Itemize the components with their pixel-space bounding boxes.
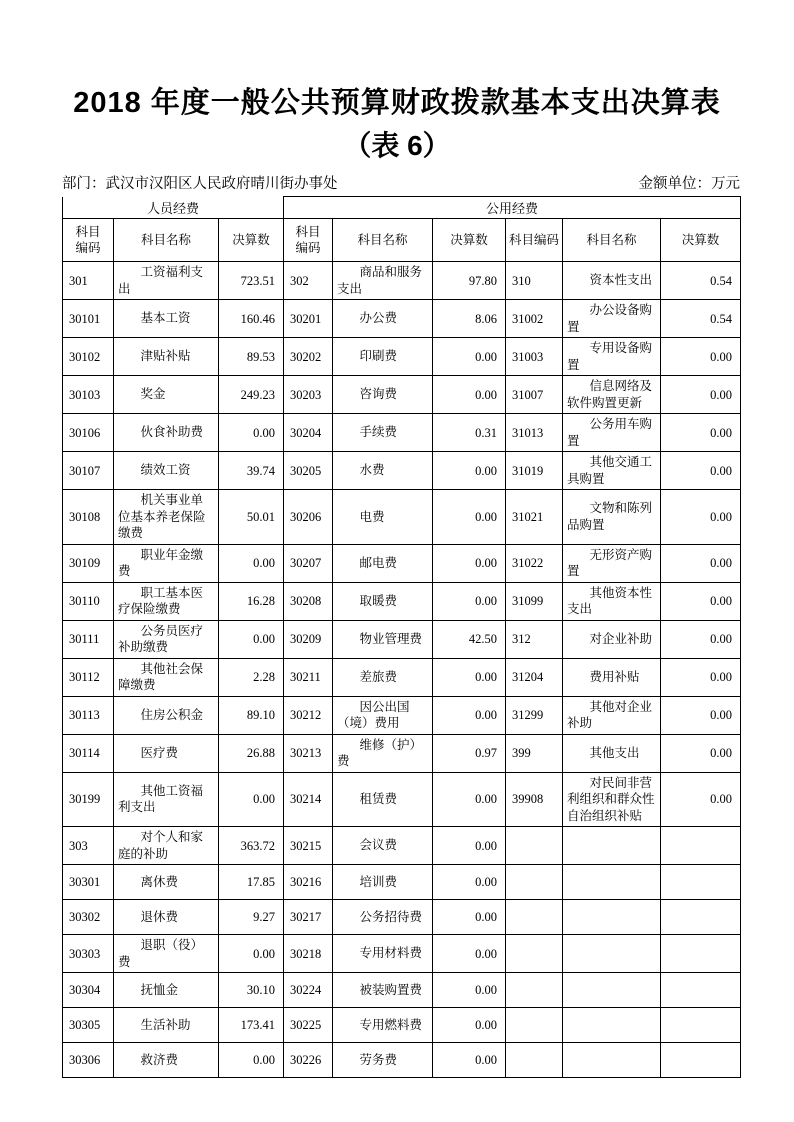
cell-subject-name: 公务用车购置	[563, 414, 661, 452]
cell-subject-value: 2.28	[219, 658, 284, 696]
cell-subject-code: 30205	[284, 452, 333, 490]
table-row	[63, 900, 741, 935]
cell-subject-code: 31019	[506, 452, 563, 490]
cell-subject-code: 302	[284, 262, 333, 300]
cell-subject-value: 0.00	[661, 544, 741, 582]
column-header-subject-code-3: 科目编码	[506, 219, 563, 262]
cell-subject-name: 公务员医疗补助缴费	[114, 620, 219, 658]
cell-subject-value: 9.27	[219, 900, 284, 935]
cell-subject-name: 其他交通工具购置	[563, 452, 661, 490]
cell-subject-code: 30301	[63, 865, 114, 900]
cell-subject-value: 0.00	[433, 582, 506, 620]
cell-subject-name: 其他资本性支出	[563, 582, 661, 620]
cell-subject-code: 30306	[63, 1043, 114, 1078]
table-row	[63, 544, 741, 582]
cell-subject-code	[506, 935, 563, 973]
cell-subject-name: 租赁费	[333, 772, 433, 827]
table-row	[63, 582, 741, 620]
cell-subject-value: 0.00	[661, 658, 741, 696]
cell-subject-name: 文物和陈列品购置	[563, 490, 661, 545]
cell-subject-value: 42.50	[433, 620, 506, 658]
cell-subject-value: 0.54	[661, 262, 741, 300]
cell-subject-value: 0.00	[219, 414, 284, 452]
cell-subject-name: 资本性支出	[563, 262, 661, 300]
cell-subject-code: 30209	[284, 620, 333, 658]
cell-subject-code: 31002	[506, 300, 563, 338]
table-row	[63, 376, 741, 414]
cell-subject-code: 39908	[506, 772, 563, 827]
table-row	[63, 865, 741, 900]
cell-subject-code: 30110	[63, 582, 114, 620]
cell-subject-code: 30216	[284, 865, 333, 900]
cell-subject-value: 0.00	[433, 772, 506, 827]
table-row	[63, 620, 741, 658]
cell-subject-name: 津贴补贴	[114, 338, 219, 376]
cell-subject-value	[661, 827, 741, 865]
document-subtitle: （表 6）	[343, 130, 451, 162]
cell-subject-name: 无形资产购置	[563, 544, 661, 582]
cell-subject-value: 0.00	[661, 490, 741, 545]
cell-subject-name: 电费	[333, 490, 433, 545]
cell-subject-name: 其他工资福利支出	[114, 772, 219, 827]
meta-row	[62, 176, 740, 193]
table-row	[63, 734, 741, 772]
column-header-subject-name-2: 科目名称	[333, 219, 433, 262]
cell-subject-name: 奖金	[114, 376, 219, 414]
cell-subject-code: 31003	[506, 338, 563, 376]
cell-subject-value: 0.54	[661, 300, 741, 338]
cell-subject-value: 0.00	[219, 772, 284, 827]
cell-subject-code: 30212	[284, 696, 333, 734]
cell-subject-value: 0.00	[661, 338, 741, 376]
cell-subject-value: 0.00	[219, 544, 284, 582]
cell-subject-name: 专用燃料费	[333, 1008, 433, 1043]
cell-subject-value: 0.00	[433, 1008, 506, 1043]
cell-subject-value: 0.00	[661, 582, 741, 620]
cell-subject-code: 30305	[63, 1008, 114, 1043]
table-row	[63, 935, 741, 973]
cell-subject-name: 因公出国（境）费用	[333, 696, 433, 734]
cell-subject-value: 30.10	[219, 973, 284, 1008]
cell-subject-name: 办公设备购置	[563, 300, 661, 338]
cell-subject-name: 费用补贴	[563, 658, 661, 696]
cell-subject-value: 0.00	[433, 935, 506, 973]
cell-subject-value: 0.00	[219, 620, 284, 658]
cell-subject-name	[563, 1008, 661, 1043]
cell-subject-value: 0.00	[433, 827, 506, 865]
cell-subject-code: 312	[506, 620, 563, 658]
cell-subject-value	[661, 900, 741, 935]
cell-subject-name: 对民间非营利组织和群众性自治组织补贴	[563, 772, 661, 827]
cell-subject-code: 31007	[506, 376, 563, 414]
cell-subject-value: 0.00	[661, 696, 741, 734]
table-row	[63, 414, 741, 452]
cell-subject-value: 0.00	[433, 696, 506, 734]
cell-subject-value: 0.00	[219, 1043, 284, 1078]
cell-subject-name: 绩效工资	[114, 452, 219, 490]
cell-subject-name: 劳务费	[333, 1043, 433, 1078]
cell-subject-name: 水费	[333, 452, 433, 490]
cell-subject-value: 363.72	[219, 827, 284, 865]
column-header-subject-code-2: 科目编码	[284, 219, 333, 262]
cell-subject-name: 伙食补助费	[114, 414, 219, 452]
cell-subject-value: 0.00	[661, 414, 741, 452]
cell-subject-code: 30102	[63, 338, 114, 376]
cell-subject-value: 0.00	[433, 973, 506, 1008]
cell-subject-code: 30112	[63, 658, 114, 696]
cell-subject-code	[506, 827, 563, 865]
table-row	[63, 827, 741, 865]
cell-subject-code: 301	[63, 262, 114, 300]
cell-subject-name: 救济费	[114, 1043, 219, 1078]
cell-subject-code: 399	[506, 734, 563, 772]
column-header-subject-name-1: 科目名称	[114, 219, 219, 262]
cell-subject-code: 31299	[506, 696, 563, 734]
cell-subject-name	[563, 935, 661, 973]
cell-subject-name: 公务招待费	[333, 900, 433, 935]
cell-subject-code: 30224	[284, 973, 333, 1008]
cell-subject-value: 0.00	[433, 490, 506, 545]
cell-subject-code: 30203	[284, 376, 333, 414]
cell-subject-value: 0.31	[433, 414, 506, 452]
cell-subject-code: 30213	[284, 734, 333, 772]
cell-subject-value: 8.06	[433, 300, 506, 338]
cell-subject-name: 差旅费	[333, 658, 433, 696]
cell-subject-code: 30204	[284, 414, 333, 452]
table-row	[63, 772, 741, 827]
cell-subject-code: 31022	[506, 544, 563, 582]
cell-subject-code: 30206	[284, 490, 333, 545]
cell-subject-code: 30304	[63, 973, 114, 1008]
column-header-subject-code-1: 科目编码	[63, 219, 114, 262]
cell-subject-name: 取暖费	[333, 582, 433, 620]
cell-subject-name: 退职（役）费	[114, 935, 219, 973]
cell-subject-value	[661, 1043, 741, 1078]
cell-subject-value: 0.00	[433, 900, 506, 935]
cell-subject-code: 30202	[284, 338, 333, 376]
group-header-row	[63, 197, 741, 219]
cell-subject-name: 咨询费	[333, 376, 433, 414]
cell-subject-name: 其他对企业补助	[563, 696, 661, 734]
cell-subject-name: 办公费	[333, 300, 433, 338]
cell-subject-code: 30214	[284, 772, 333, 827]
cell-subject-code	[506, 900, 563, 935]
cell-subject-value: 0.00	[433, 1043, 506, 1078]
cell-subject-name: 对个人和家庭的补助	[114, 827, 219, 865]
cell-subject-value: 0.00	[433, 452, 506, 490]
cell-subject-value: 0.00	[433, 658, 506, 696]
cell-subject-value: 0.00	[433, 865, 506, 900]
table-row	[63, 696, 741, 734]
table-body	[63, 262, 741, 1078]
cell-subject-code	[506, 1008, 563, 1043]
cell-subject-name: 印刷费	[333, 338, 433, 376]
cell-subject-name: 生活补助	[114, 1008, 219, 1043]
cell-subject-name: 工资福利支出	[114, 262, 219, 300]
cell-subject-code: 30101	[63, 300, 114, 338]
cell-subject-code: 31099	[506, 582, 563, 620]
cell-subject-value: 16.28	[219, 582, 284, 620]
column-header-final-amount-1: 决算数	[219, 219, 284, 262]
cell-subject-value: 0.00	[661, 452, 741, 490]
cell-subject-value: 723.51	[219, 262, 284, 300]
cell-subject-name	[563, 1043, 661, 1078]
cell-subject-name	[563, 900, 661, 935]
cell-subject-name: 专用设备购置	[563, 338, 661, 376]
cell-subject-code: 30217	[284, 900, 333, 935]
cell-subject-code: 30199	[63, 772, 114, 827]
cell-subject-value: 97.80	[433, 262, 506, 300]
cell-subject-code: 310	[506, 262, 563, 300]
cell-subject-code	[506, 1043, 563, 1078]
cell-subject-code: 30215	[284, 827, 333, 865]
cell-subject-code: 30108	[63, 490, 114, 545]
cell-subject-value: 0.00	[661, 620, 741, 658]
table-row	[63, 658, 741, 696]
column-header-final-amount-3: 决算数	[661, 219, 741, 262]
cell-subject-value	[661, 865, 741, 900]
cell-subject-code: 30114	[63, 734, 114, 772]
cell-subject-name: 职工基本医疗保险缴费	[114, 582, 219, 620]
cell-subject-value	[661, 935, 741, 973]
cell-subject-name: 职业年金缴费	[114, 544, 219, 582]
table-row	[63, 1008, 741, 1043]
cell-subject-value: 249.23	[219, 376, 284, 414]
document-title: 2018 年度一般公共预算财政拨款基本支出决算表	[73, 87, 721, 119]
cell-subject-name: 信息网络及软件购置更新	[563, 376, 661, 414]
cell-subject-value: 0.00	[661, 376, 741, 414]
cell-subject-code: 30208	[284, 582, 333, 620]
table-row	[63, 490, 741, 545]
column-header-subject-name-3: 科目名称	[563, 219, 661, 262]
table-row	[63, 300, 741, 338]
table-row	[63, 262, 741, 300]
table-row	[63, 1043, 741, 1078]
cell-subject-name: 机关事业单位基本养老保险缴费	[114, 490, 219, 545]
cell-subject-code	[506, 973, 563, 1008]
cell-subject-code: 30302	[63, 900, 114, 935]
cell-subject-code: 30106	[63, 414, 114, 452]
table-row	[63, 452, 741, 490]
cell-subject-code: 31021	[506, 490, 563, 545]
cell-subject-code: 30201	[284, 300, 333, 338]
cell-subject-name: 医疗费	[114, 734, 219, 772]
cell-subject-name: 抚恤金	[114, 973, 219, 1008]
cell-subject-value: 0.00	[433, 544, 506, 582]
cell-subject-name: 商品和服务支出	[333, 262, 433, 300]
cell-subject-value: 173.41	[219, 1008, 284, 1043]
cell-subject-value: 17.85	[219, 865, 284, 900]
cell-subject-value: 0.00	[219, 935, 284, 973]
cell-subject-name: 其他支出	[563, 734, 661, 772]
cell-subject-code: 30225	[284, 1008, 333, 1043]
cell-subject-name: 会议费	[333, 827, 433, 865]
budget-table	[62, 196, 741, 1078]
cell-subject-name: 退休费	[114, 900, 219, 935]
cell-subject-code: 30303	[63, 935, 114, 973]
cell-subject-code: 30218	[284, 935, 333, 973]
group-header-public-funds: 公用经费	[284, 197, 741, 219]
department-label: 部门：武汉市汉阳区人民政府晴川街办事处	[62, 175, 338, 192]
cell-subject-code: 31013	[506, 414, 563, 452]
cell-subject-name: 邮电费	[333, 544, 433, 582]
cell-subject-code: 30111	[63, 620, 114, 658]
cell-subject-value: 39.74	[219, 452, 284, 490]
cell-subject-value: 0.97	[433, 734, 506, 772]
cell-subject-name: 手续费	[333, 414, 433, 452]
cell-subject-name: 维修（护）费	[333, 734, 433, 772]
cell-subject-code: 30107	[63, 452, 114, 490]
cell-subject-value: 0.00	[661, 772, 741, 827]
cell-subject-value	[661, 973, 741, 1008]
cell-subject-name: 其他社会保障缴费	[114, 658, 219, 696]
column-header-row	[63, 219, 741, 262]
cell-subject-code: 30207	[284, 544, 333, 582]
cell-subject-code: 303	[63, 827, 114, 865]
cell-subject-code: 30103	[63, 376, 114, 414]
cell-subject-code: 31204	[506, 658, 563, 696]
cell-subject-value: 89.53	[219, 338, 284, 376]
cell-subject-name: 物业管理费	[333, 620, 433, 658]
cell-subject-name	[563, 865, 661, 900]
cell-subject-value: 0.00	[433, 376, 506, 414]
cell-subject-name: 住房公积金	[114, 696, 219, 734]
cell-subject-code: 30109	[63, 544, 114, 582]
cell-subject-value: 0.00	[433, 338, 506, 376]
column-header-final-amount-2: 决算数	[433, 219, 506, 262]
cell-subject-code: 30211	[284, 658, 333, 696]
cell-subject-name: 专用材料费	[333, 935, 433, 973]
cell-subject-value: 50.01	[219, 490, 284, 545]
cell-subject-name	[563, 973, 661, 1008]
cell-subject-name: 培训费	[333, 865, 433, 900]
cell-subject-name: 基本工资	[114, 300, 219, 338]
cell-subject-value: 0.00	[661, 734, 741, 772]
cell-subject-name: 被装购置费	[333, 973, 433, 1008]
cell-subject-name: 对企业补助	[563, 620, 661, 658]
cell-subject-value: 26.88	[219, 734, 284, 772]
table-row	[63, 338, 741, 376]
cell-subject-value: 89.10	[219, 696, 284, 734]
cell-subject-code: 30113	[63, 696, 114, 734]
cell-subject-value	[661, 1008, 741, 1043]
amount-unit-label: 金额单位：万元	[638, 175, 740, 192]
cell-subject-code: 30226	[284, 1043, 333, 1078]
cell-subject-value: 160.46	[219, 300, 284, 338]
cell-subject-code	[506, 865, 563, 900]
group-header-personnel-funds: 人员经费	[63, 197, 284, 219]
table-row	[63, 973, 741, 1008]
cell-subject-name	[563, 827, 661, 865]
cell-subject-name: 离休费	[114, 865, 219, 900]
